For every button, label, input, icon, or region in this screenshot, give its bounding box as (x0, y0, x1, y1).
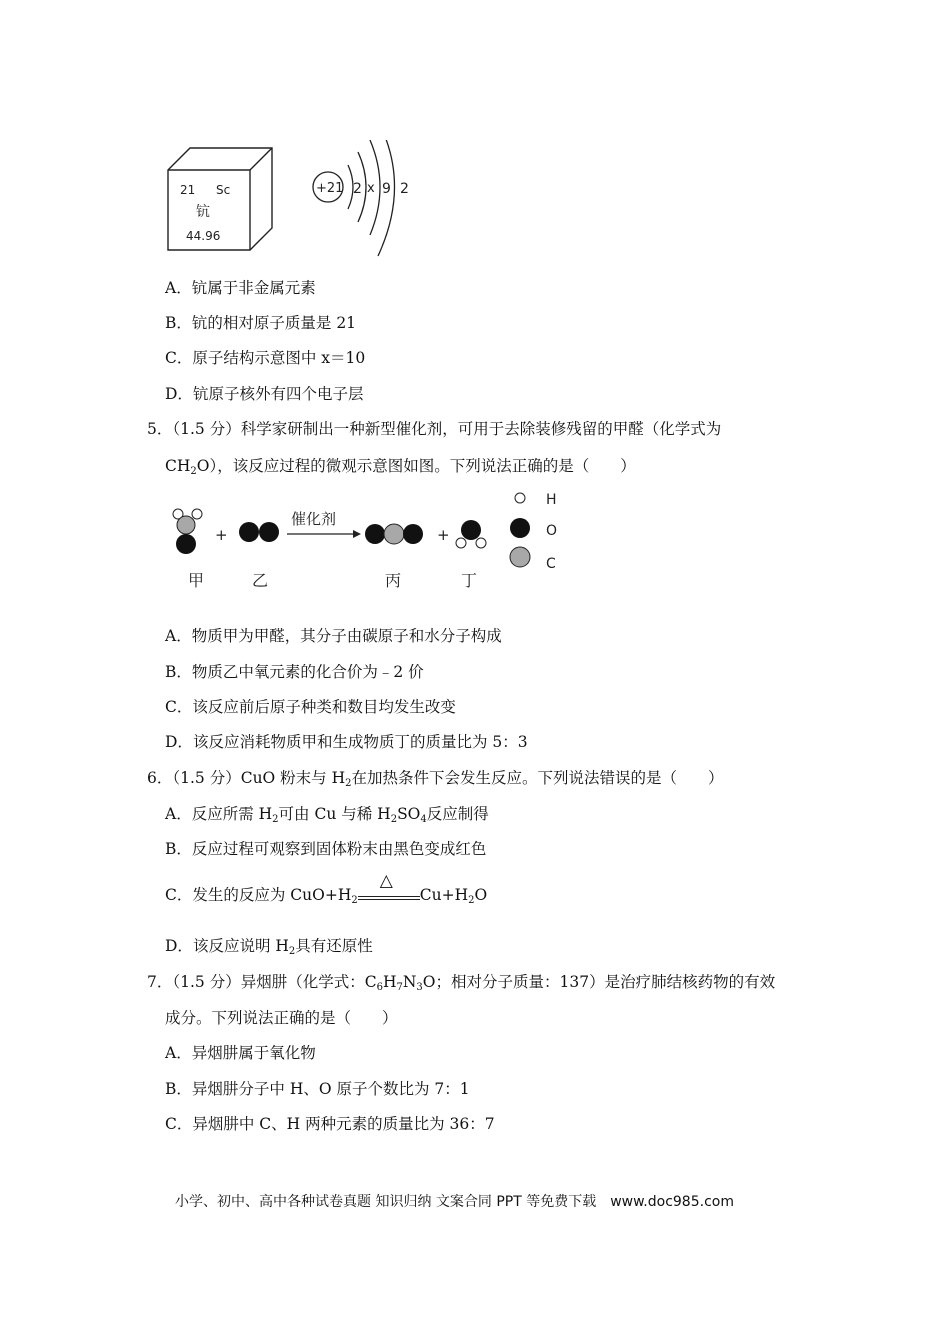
option-text: 该反应消耗物质甲和生成物质丁的质量比为 5：3 (192, 733, 528, 751)
scandium-element-figure (160, 140, 420, 265)
molecule-jia (173, 509, 202, 554)
option-text: 反应制得 (426, 805, 489, 823)
option-label: D． (165, 733, 193, 751)
shell-2-electrons: x (367, 181, 375, 196)
option-label: A． (165, 627, 192, 645)
option-text: 钪原子核外有四个电子层 (192, 385, 364, 403)
legend-hydrogen: H (546, 492, 557, 508)
molecule-ding (456, 520, 486, 548)
option-text: 该反应说明 H (192, 937, 289, 955)
reaction-micro-diagram (165, 488, 585, 598)
subscript: 7 (396, 982, 403, 993)
reaction-arrow (287, 510, 361, 538)
question-score: （1.5 分） (172, 973, 241, 991)
option-label: A． (165, 279, 192, 297)
subscript: 2 (272, 814, 279, 825)
option-text: 物质乙中氧元素的化合价为﹣2 价 (191, 663, 424, 681)
molecule-yi (239, 522, 279, 542)
option-text: 可由 Cu 与稀 H (278, 805, 391, 823)
q5-option-c (165, 697, 456, 717)
plus-sign-2: + (437, 526, 450, 544)
shell-4-electrons: 2 (400, 181, 409, 197)
q5-stem-line2 (165, 456, 636, 476)
option-text: 钪的相对原子质量是 21 (191, 314, 357, 332)
option-text: SO (397, 805, 421, 823)
q6-option-b (165, 839, 486, 859)
subscript: 2 (351, 895, 358, 906)
question-text: H (382, 973, 397, 991)
formula-text: CH (165, 457, 191, 475)
question-score: （1.5 分） (172, 769, 241, 787)
q7-option-a (165, 1043, 316, 1063)
option-text: 异烟肼属于氧化物 (191, 1044, 316, 1062)
legend-oxygen: O (546, 523, 558, 539)
q7-stem-line1 (147, 972, 775, 992)
q6-option-a (165, 804, 489, 824)
q4-option-a (165, 278, 316, 298)
heat-symbol: △ (379, 871, 393, 891)
page-footer: 小学、初中、高中各种试卷真题 知识归纳 文案合同 PPT 等免费下载 www.doc985.com (175, 1194, 734, 1210)
equals-long-line (358, 896, 420, 897)
element-symbol: Sc (216, 183, 231, 197)
question-number: 6． (147, 769, 173, 787)
question-text: N (402, 973, 417, 991)
option-text: 发生的反应为 CuO+H (192, 886, 352, 904)
question-text: 在加热条件下会发生反应。下列说法错误的是（ ） (351, 769, 724, 787)
plus-sign-1: + (215, 526, 228, 544)
option-label: D． (165, 385, 193, 403)
subscript: 2 (288, 946, 296, 957)
option-text: 异烟肼中 C、H 两种元素的质量比为 36：7 (192, 1115, 495, 1133)
option-text: Cu+H (419, 886, 469, 904)
q6-stem (147, 768, 724, 788)
atomic-number: 21 (180, 183, 196, 197)
subscript: 2 (468, 895, 475, 906)
q5-option-b (165, 662, 424, 682)
option-text: 异烟肼分子中 H、O 原子个数比为 7：1 (191, 1080, 470, 1098)
equals-long-line-2 (358, 899, 420, 900)
subscript: 3 (416, 982, 423, 993)
element-cube (168, 148, 272, 250)
q6-option-c (165, 871, 488, 906)
question-number: 7． (147, 973, 173, 991)
option-label: B． (165, 314, 192, 332)
atomic-mass: 44.96 (186, 229, 221, 243)
option-label: C． (165, 1115, 193, 1133)
option-label: C． (165, 349, 193, 367)
q7-option-b (165, 1079, 470, 1099)
subscript: 2 (190, 466, 197, 477)
q4-option-b (165, 313, 356, 333)
atomic-structure-diagram (313, 140, 409, 256)
option-label: A． (165, 1044, 192, 1062)
subscript: 2 (390, 814, 398, 825)
element-name: 钪 (196, 204, 210, 220)
q5-option-a (165, 626, 502, 646)
reaction-condition (358, 871, 420, 905)
option-text: 具有还原性 (295, 937, 373, 955)
option-label: B． (165, 1080, 192, 1098)
molecule-bing (365, 524, 423, 544)
catalyst-label: 催化剂 (291, 510, 337, 528)
option-text: 反应所需 H (191, 805, 273, 823)
q7-stem-line2: 成分。下列说法正确的是（ ） (165, 1009, 398, 1027)
option-label: D． (165, 937, 193, 955)
option-text: 反应过程可观察到固体粉末由黑色变成红色 (191, 840, 487, 858)
option-label: C． (165, 886, 193, 904)
question-number: 5． (147, 420, 173, 438)
option-text: O (474, 886, 488, 904)
option-label: B． (165, 840, 192, 858)
option-text: 物质甲为甲醛，其分子由碳原子和水分子构成 (191, 627, 502, 645)
question-text: CuO 粉末与 H (240, 769, 346, 787)
atom-legend (510, 492, 557, 572)
q4-option-d (165, 384, 363, 404)
label-ding: 丁 (461, 571, 478, 590)
question-text: O；相对分子质量：137）是治疗肺结核药物的有效 (422, 973, 776, 991)
shell-3-electrons: 9 (382, 181, 391, 197)
q4-option-c (165, 348, 365, 368)
label-jia: 甲 (188, 571, 205, 590)
subscript: 4 (420, 814, 427, 825)
option-label: A． (165, 805, 192, 823)
option-text: 该反应前后原子种类和数目均发生改变 (192, 698, 456, 716)
q5-stem-line1 (147, 419, 721, 439)
label-yi: 乙 (252, 571, 269, 590)
subscript: 2 (345, 778, 352, 789)
question-text: 异烟肼（化学式：C (240, 973, 377, 991)
q7-option-c (165, 1114, 495, 1134)
option-label: B． (165, 663, 192, 681)
question-text: 科学家研制出一种新型催化剂，可用于去除装修残留的甲醛（化学式为 (240, 420, 722, 438)
option-text: 钪属于非金属元素 (191, 279, 316, 297)
question-text: O），该反应过程的微观示意图如图。下列说法正确的是（ ） (196, 457, 636, 475)
question-score: （1.5 分） (172, 420, 241, 438)
q5-option-d (165, 732, 528, 752)
q6-option-d (165, 936, 373, 956)
subscript: 6 (376, 982, 383, 993)
legend-carbon: C (546, 556, 556, 572)
label-bing: 丙 (385, 571, 402, 590)
option-text: 原子结构示意图中 x＝10 (192, 349, 366, 367)
option-label: C． (165, 698, 193, 716)
nucleus-charge: +21 (316, 181, 344, 196)
shell-1-electrons: 2 (353, 181, 362, 197)
